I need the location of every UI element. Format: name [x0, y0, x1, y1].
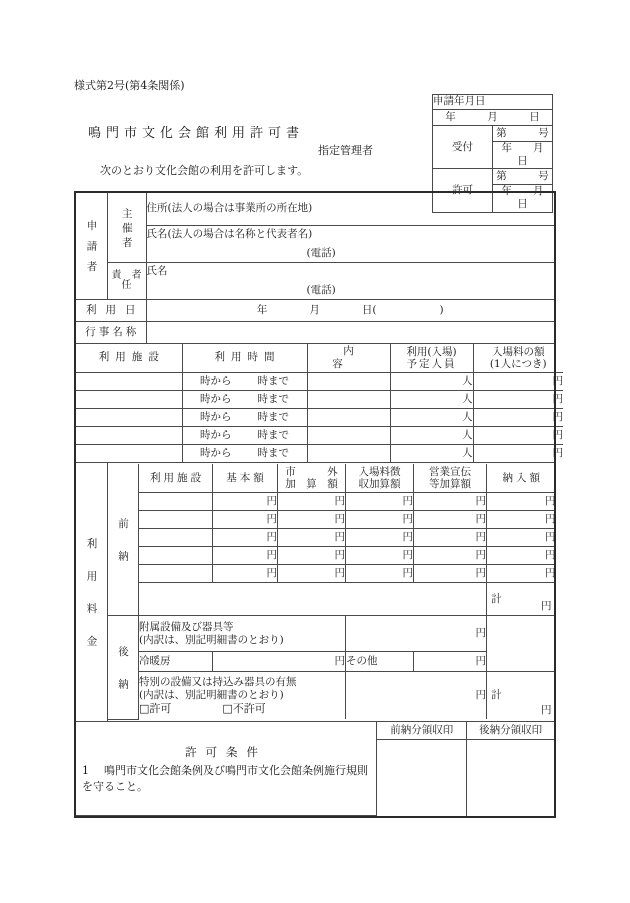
- cell-payment[interactable]: 円: [487, 493, 556, 511]
- responsible-label-line2: 任: [121, 280, 132, 291]
- deferred-equipment-line1: 附属設備及び器具等: [139, 620, 234, 633]
- header-fee-line1: 入場料の額: [492, 345, 545, 358]
- event-name-label: 行事名称: [75, 322, 146, 344]
- cell-people[interactable]: 人: [390, 409, 473, 427]
- permit-number-row: [433, 169, 553, 185]
- organizer-phone-label: (電話): [306, 247, 336, 259]
- cell-payment[interactable]: 円: [487, 547, 556, 565]
- form-number: 様式第2号(第4条関係): [74, 79, 185, 92]
- cell-time[interactable]: 時から 時まで: [182, 391, 307, 409]
- header-people-line2: 予定人員: [406, 358, 457, 370]
- advance-header-promo-line1: 営業宣伝: [429, 466, 471, 479]
- deferred-equipment-label: [139, 616, 346, 652]
- table-row: [108, 565, 556, 583]
- deferred-special-checkboxes: [139, 702, 345, 716]
- facility-table: [76, 344, 563, 462]
- cell-admission[interactable]: 円: [346, 547, 414, 565]
- deferred-aircon-amount[interactable]: 円: [213, 652, 346, 672]
- cell-facility[interactable]: [76, 445, 182, 463]
- permit-date-field[interactable]: 年 月 日: [493, 185, 553, 212]
- cell-time[interactable]: 時から 時まで: [182, 373, 307, 391]
- deferred-equipment-row: [108, 616, 556, 652]
- checkbox-deny[interactable]: □不許可: [222, 702, 266, 715]
- reception-number-row: [433, 126, 553, 142]
- deferred-special-line2: (内訳は、別記明細書のとおり): [139, 688, 284, 701]
- header-time: 利用時間: [182, 344, 307, 373]
- table-row: [108, 511, 556, 529]
- cell-people[interactable]: 人: [390, 373, 473, 391]
- deferred-special-label: [139, 672, 346, 720]
- cell-facility[interactable]: [139, 547, 213, 565]
- advance-total-label: 計: [491, 592, 502, 605]
- cell-facility[interactable]: [76, 373, 182, 391]
- reception-number-field[interactable]: 第 号: [493, 126, 553, 142]
- cell-content[interactable]: [307, 391, 390, 409]
- cell-content[interactable]: [307, 427, 390, 445]
- conditions-table: [76, 722, 554, 816]
- deferred-special-row: [108, 672, 556, 720]
- cell-time[interactable]: 時から 時まで: [182, 427, 307, 445]
- table-row: [108, 529, 556, 547]
- advance-header-outside: [278, 464, 346, 493]
- deferred-special-amount[interactable]: 円: [346, 672, 487, 720]
- organizer-address-field[interactable]: 住所(法人の場合は事業所の所在地): [146, 192, 555, 226]
- page-title: 鳴門市文化会館利用許可書: [88, 126, 305, 141]
- advance-header-promo-line2: 等加算額: [429, 478, 471, 491]
- cell-content[interactable]: [307, 445, 390, 463]
- event-name-field[interactable]: [146, 322, 555, 344]
- permit-label: 許可: [433, 169, 493, 212]
- facility-table-wrapper-row: [75, 344, 555, 463]
- conditions-header-row: [76, 722, 554, 740]
- cell-admission[interactable]: 円: [346, 565, 414, 583]
- cell-people[interactable]: 人: [390, 445, 473, 463]
- responsible-label-cell: [107, 263, 146, 300]
- cell-outside[interactable]: 円: [278, 547, 346, 565]
- cell-fee[interactable]: 円: [473, 391, 563, 409]
- cell-base[interactable]: 円: [213, 565, 278, 583]
- cell-payment[interactable]: 円: [487, 529, 556, 547]
- advance-header-payment: 納入額: [487, 464, 556, 493]
- table-row: [76, 427, 563, 445]
- cell-facility[interactable]: [139, 529, 213, 547]
- reception-date-field[interactable]: 年 月 日: [493, 142, 553, 169]
- deferred-aircon-label: 冷暖房: [139, 652, 213, 672]
- organizer-label: 主催者: [120, 207, 133, 252]
- application-date-value-row: [433, 110, 553, 126]
- deferred-other-label: その他: [346, 652, 414, 672]
- advance-header-admission-line2: 収加算額: [358, 478, 401, 491]
- applicant-organizer-name-row: [75, 226, 555, 263]
- advance-header-outside-line1: 市 外: [285, 466, 338, 479]
- advance-total-unit: 円: [541, 600, 552, 613]
- use-date-label: 利用日: [75, 300, 146, 322]
- cell-fee[interactable]: 円: [473, 373, 563, 391]
- cell-fee[interactable]: 円: [473, 409, 563, 427]
- deferred-label-cell: [108, 616, 139, 720]
- seal-deferred-label: 後納分領収印: [467, 722, 554, 740]
- table-row: [76, 391, 563, 409]
- seal-advance-label: 前納分領収印: [377, 722, 467, 740]
- cell-promo[interactable]: 円: [414, 565, 487, 583]
- table-row: [76, 445, 563, 463]
- conditions-title: 許可条件: [185, 745, 268, 760]
- header-people-line1: 利用(入場): [406, 345, 457, 358]
- applicant-label-cell: [75, 192, 107, 300]
- organizer-name-label: 氏名(法人の場合は名称と代表者名): [146, 227, 313, 240]
- advance-header-admission-line1: 入場料徴: [358, 466, 401, 479]
- cell-outside[interactable]: 円: [278, 565, 346, 583]
- cell-admission[interactable]: 円: [346, 493, 414, 511]
- deferred-total-label: 計: [491, 689, 502, 702]
- application-date-row: [433, 95, 553, 110]
- seal-advance-area[interactable]: [377, 740, 467, 816]
- use-date-row: [75, 300, 555, 322]
- cell-admission[interactable]: 円: [346, 529, 414, 547]
- cell-promo[interactable]: 円: [414, 493, 487, 511]
- advance-label: 前納: [117, 518, 129, 584]
- responsible-name-field[interactable]: [146, 263, 555, 300]
- advance-header-facility: 利用施設: [139, 464, 213, 493]
- cell-facility[interactable]: [139, 511, 213, 529]
- checkbox-allow[interactable]: □許可: [139, 702, 172, 715]
- cell-fee[interactable]: 円: [473, 427, 563, 445]
- cell-facility[interactable]: [139, 493, 213, 511]
- cell-facility[interactable]: [76, 427, 182, 445]
- advance-total-blank: [139, 583, 487, 616]
- deferred-total-unit: 円: [541, 704, 552, 717]
- cell-fee[interactable]: 円: [473, 445, 563, 463]
- cell-content[interactable]: [307, 409, 390, 427]
- application-date-label: 申請年月日: [433, 95, 553, 110]
- deferred-label: 後納: [117, 646, 129, 711]
- header-fee-line2: (1人につき): [489, 358, 547, 370]
- reception-label: 受付: [433, 126, 493, 169]
- conditions-body-cell: [76, 722, 377, 816]
- advance-total-cell[interactable]: [487, 583, 556, 616]
- cell-promo[interactable]: 円: [414, 529, 487, 547]
- seal-deferred-area[interactable]: [467, 740, 554, 816]
- cell-payment[interactable]: 円: [487, 511, 556, 529]
- header-facility: 利用施設: [76, 344, 182, 373]
- deferred-special-line1: 特別の設備又は持込み器具の有無: [139, 675, 297, 688]
- usage-fee-label: 利用料金: [85, 538, 98, 668]
- responsible-phone-label: (電話): [306, 284, 336, 296]
- cell-base[interactable]: 円: [213, 493, 278, 511]
- usage-fee-label-cell: [75, 463, 107, 722]
- cell-admission[interactable]: 円: [346, 511, 414, 529]
- table-row: [108, 547, 556, 565]
- deferred-other-amount[interactable]: 円: [414, 652, 487, 672]
- advance-header-promo: [414, 464, 487, 493]
- header-content: 内容: [307, 344, 390, 373]
- advance-header-admission: [346, 464, 414, 493]
- advance-total-row: [108, 583, 556, 616]
- applicant-label: 申請者: [85, 220, 98, 282]
- deferred-total-cell[interactable]: [487, 672, 556, 720]
- cell-outside[interactable]: 円: [278, 493, 346, 511]
- designated-manager-label: 指定管理者: [318, 144, 373, 157]
- cell-time[interactable]: 時から 時まで: [182, 409, 307, 427]
- cell-payment[interactable]: 円: [487, 565, 556, 583]
- use-date-field[interactable]: 年 月 日( ): [146, 300, 555, 322]
- deferred-equipment-amount[interactable]: 円: [346, 616, 487, 652]
- advance-header-base: 基本額: [213, 464, 278, 493]
- responsible-name-label: 氏名: [146, 264, 168, 277]
- cell-base[interactable]: 円: [213, 511, 278, 529]
- cell-people[interactable]: 人: [390, 391, 473, 409]
- advance-header-outside-line2: 加 算 額: [285, 478, 338, 491]
- header-people: [390, 344, 473, 373]
- conditions-row: [75, 722, 555, 818]
- cell-base[interactable]: 円: [213, 547, 278, 565]
- table-row: [108, 493, 556, 511]
- responsible-label: [108, 269, 146, 294]
- organizer-label-cell: [107, 192, 146, 263]
- cell-facility[interactable]: [76, 391, 182, 409]
- table-row: [76, 409, 563, 427]
- organizer-name-field[interactable]: [146, 226, 555, 263]
- cell-people[interactable]: 人: [390, 427, 473, 445]
- cell-facility[interactable]: [76, 409, 182, 427]
- cell-facility[interactable]: [139, 565, 213, 583]
- lead-sentence: 次のとおり文化会館の利用を許可します。: [100, 164, 309, 177]
- cell-time[interactable]: 時から 時まで: [182, 445, 307, 463]
- condition-number: 1: [82, 763, 89, 777]
- list-item: [76, 760, 376, 795]
- permit-number-field[interactable]: 第 号: [493, 169, 553, 185]
- condition-text: 鳴門市文化会館条例及び鳴門市文化会館条例施行規則を守ること。: [82, 763, 368, 793]
- advance-header-row: [108, 464, 556, 493]
- cell-promo[interactable]: 円: [414, 547, 487, 565]
- application-date-field[interactable]: 年 月 日: [433, 110, 553, 126]
- main-form-table: [74, 191, 563, 818]
- cell-outside[interactable]: 円: [278, 511, 346, 529]
- facility-table-header-row: [76, 344, 563, 373]
- event-name-row: [75, 322, 555, 344]
- cell-base[interactable]: 円: [213, 529, 278, 547]
- responsible-label-line1: 責 者: [111, 269, 142, 281]
- table-row: [76, 373, 563, 391]
- header-admission-fee: [473, 344, 563, 373]
- deferred-equipment-spacer: [487, 616, 556, 672]
- cell-outside[interactable]: 円: [278, 529, 346, 547]
- applicant-organizer-address-row: [75, 192, 555, 226]
- advance-label-cell: [108, 464, 139, 616]
- deferred-equipment-line2: (内訳は、別記明細書のとおり): [139, 633, 284, 646]
- usage-fee-row: [75, 463, 555, 722]
- cell-content[interactable]: [307, 373, 390, 391]
- usage-fee-table: [108, 464, 556, 720]
- cell-promo[interactable]: 円: [414, 511, 487, 529]
- applicant-responsible-row: [75, 263, 555, 300]
